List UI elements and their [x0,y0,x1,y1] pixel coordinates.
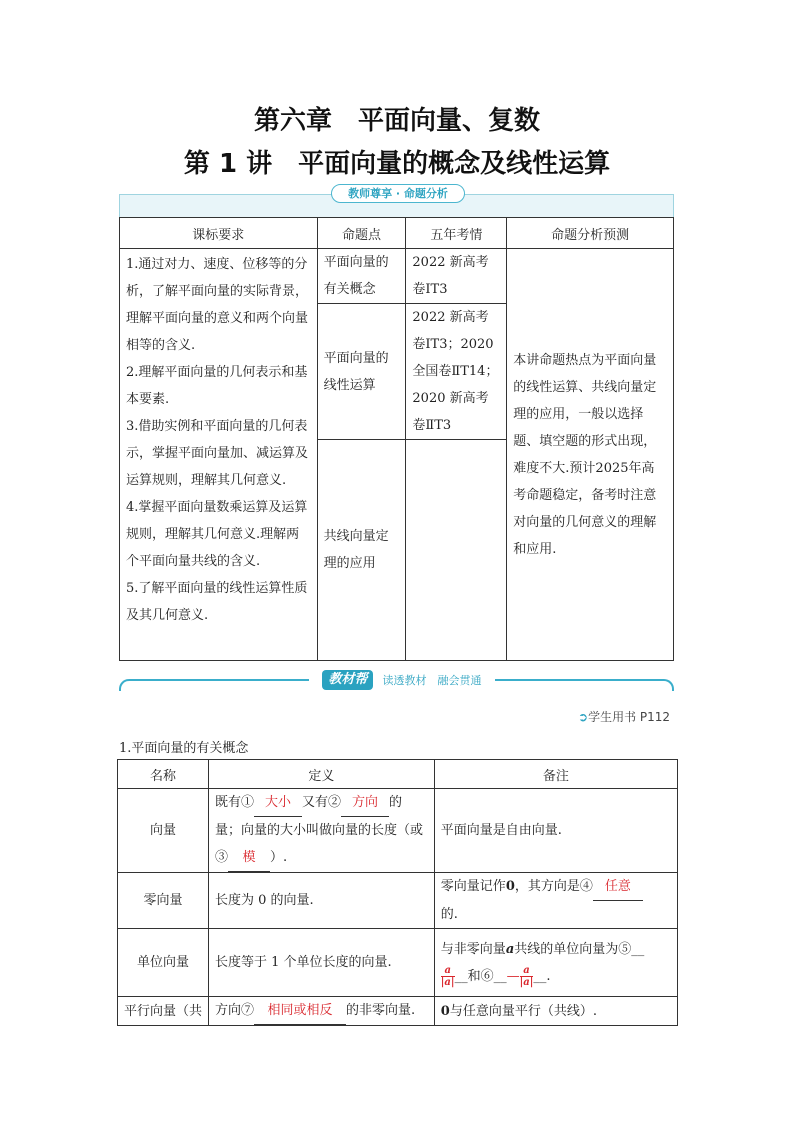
requirement-item: 4.掌握平面向量数乘运算及运算规则，理解其几何意义.理解两个平面向量共线的含义. [126,500,308,569]
row-name: 向量 [118,789,209,873]
exam-cell [406,440,507,661]
note-text: 共线的单位向量为⑤ [514,941,632,957]
fraction-denominator: |a| [519,976,534,988]
header-definition: 定义 [209,760,435,789]
header-note: 备注 [434,760,677,789]
zero-vector-symbol: 0 [440,1003,450,1019]
note-text: . [546,968,551,984]
prediction-cell: 本讲命题热点为平面向量的线性运算、共线向量定理的应用，一般以选择题、填空题的形式出现，难度不大.预计2025年高考命题稳定，备考时注意对向量的几何意义的理解和应用. [507,249,674,661]
header-exams: 五年考情 [406,218,507,249]
def-text: 的非零向量. [346,1003,416,1018]
row-name: 单位向量 [118,929,209,997]
header-requirements: 课标要求 [120,218,318,249]
textbook-tag: 读透教材 融会贯通 [382,673,482,687]
answer-blank: 模 [228,844,270,872]
lesson-title: 第 1 讲 平面向量的概念及线性运算 [183,149,611,179]
point-cell: 平面向量的有关概念 [317,249,406,304]
requirement-item: 1.通过对力、速度、位移等的分析，了解平面向量的实际背景，理解平面向量的意义和两个向量相等的含义. [126,257,309,353]
row-definition [209,997,435,1026]
def-text: 的量；向量的大小叫做向量的长度（或③ [215,795,424,865]
table-row [118,789,678,873]
def-text: 又有② [302,795,342,810]
note-text: 与任意向量平行（共线）. [449,1003,597,1019]
table-row [118,929,678,997]
requirement-item: 5.了解平面向量的线性运算性质及其几何意义. [126,581,308,623]
fraction-numerator: a [441,965,455,977]
table-row [118,873,678,929]
header-points: 命题点 [317,218,406,249]
exam-cell: 2022 新高考卷ⅠT3 [406,249,507,304]
book-reference-text: 学生用书 P112 [588,710,671,724]
table-row [120,249,674,304]
unit-vector-fraction [441,965,455,988]
negative-unit-vector-fraction [520,965,534,988]
note-text: 和⑥ [467,968,494,984]
answer-blank: 方向 [341,789,389,817]
header-prediction: 命题分析预测 [507,218,674,249]
teacher-banner [119,184,674,217]
exam-cell: 2022 新高考卷ⅠT3；2020 全国卷ⅡT14；2020 新高考卷ⅡT3 [406,304,507,440]
chapter-title: 第六章 平面向量、复数 [253,106,540,136]
arrow-circle-icon: ➲ [578,710,589,724]
row-note: 与非零向量a共线的单位向量为⑤__ $\frac{a}{|a|}$ __和⑥__— $\frac{a}{|a|}$ __. [434,929,677,997]
row-definition: 长度等于 1 个单位长度的向量. [209,929,435,997]
table-row [118,997,678,1026]
syllabus-table [119,217,674,661]
table-header-row [118,760,678,789]
row-definition [209,789,435,873]
row-name: 平行向量（共 [118,997,209,1026]
def-text: ）. [270,850,288,865]
vector-symbol: a [505,941,515,957]
row-definition: 长度为 0 的向量. [209,873,435,929]
textbook-badge: 教材帮 [322,670,373,690]
fraction-denominator: |a| [440,976,455,988]
answer-blank: 大小 [254,789,302,817]
note-text: 的. [440,907,458,922]
row-note: 平面向量是自由向量. [434,789,677,873]
point-cell: 共线向量定理的应用 [317,440,406,661]
concept-table [117,759,678,1026]
note-text: 零向量记作 [440,879,506,894]
textbook-banner-label [309,669,495,691]
note-text: 与非零向量 [440,941,506,957]
section-title: 1.平面向量的有关概念 [119,741,249,756]
teacher-banner-label: 教师尊享 · 命题分析 [331,184,465,203]
requirement-item: 2.理解平面向量的几何表示和基本要素. [126,365,308,407]
def-text: 既有① [215,795,255,810]
def-text: 方向⑦ [215,1003,255,1018]
book-reference [578,708,670,725]
header-name: 名称 [118,760,209,789]
row-note [434,997,677,1026]
row-name: 零向量 [118,873,209,929]
requirement-item: 3.借助实例和平面向量的几何表示，掌握平面向量加、减运算及运算规则，理解其几何意义. [126,419,309,488]
zero-vector-symbol: 0 [505,879,515,894]
note-text: ，其方向是④ [514,879,593,894]
fraction-numerator: a [520,965,534,977]
point-cell: 平面向量的线性运算 [317,304,406,440]
row-note [434,873,677,929]
requirements-cell [120,249,318,661]
answer-blank: 任意 [593,873,643,901]
negative-sign: — [506,968,520,984]
answer-blank: 相同或相反 [254,997,346,1025]
textbook-banner [119,668,674,692]
table-header-row [120,218,674,249]
